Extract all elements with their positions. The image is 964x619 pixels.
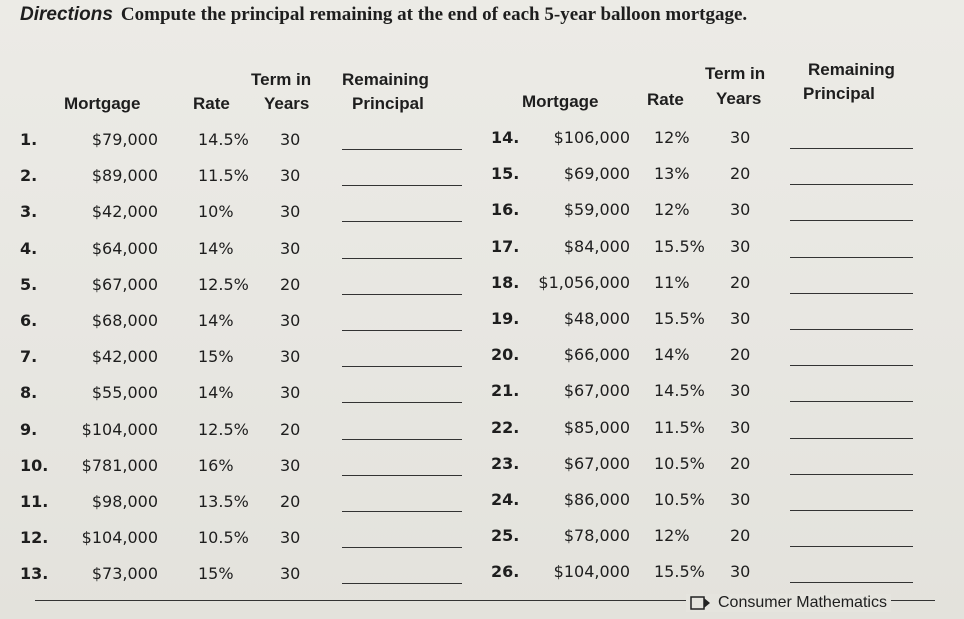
remaining-principal-blank[interactable]: [342, 366, 462, 367]
term-years: 30: [730, 417, 751, 437]
interest-rate: 15%: [198, 564, 234, 584]
mortgage-amount: $68,000: [91, 311, 158, 330]
row-number: 10.: [20, 455, 49, 475]
right-header-rate: Rate: [647, 90, 684, 109]
mortgage-amount: $78,000: [563, 526, 630, 546]
mortgage-amount: $67,000: [563, 453, 630, 473]
term-years: 20: [730, 453, 751, 473]
interest-rate: 14.5%: [198, 130, 249, 149]
interest-rate: 15.5%: [654, 236, 705, 256]
row-number: 15.: [491, 164, 520, 184]
left-header-term-line2: Years: [264, 94, 310, 113]
row-number: 25.: [491, 526, 520, 546]
interest-rate: 11%: [654, 272, 690, 292]
row-number: 5.: [20, 274, 38, 294]
remaining-principal-blank[interactable]: [790, 293, 913, 294]
mortgage-amount: $67,000: [91, 274, 158, 294]
remaining-principal-blank[interactable]: [342, 583, 462, 584]
right-header-remaining-line1: Remaining: [808, 60, 895, 79]
term-years: 30: [280, 130, 301, 149]
interest-rate: 14.5%: [654, 381, 705, 401]
mortgage-amount: $55,000: [91, 383, 158, 403]
interest-rate: 12%: [654, 128, 690, 147]
term-years: 30: [280, 528, 301, 548]
mortgage-amount: $59,000: [563, 200, 630, 220]
remaining-principal-blank[interactable]: [790, 365, 913, 366]
row-number: 24.: [491, 490, 520, 509]
book-icon: [690, 595, 712, 611]
row-number: 22.: [491, 417, 520, 437]
mortgage-amount: $86,000: [563, 490, 630, 509]
mortgage-amount: $42,000: [91, 347, 158, 367]
term-years: 30: [280, 311, 301, 330]
directions-text: Compute the principal remaining at the end of each 5-year balloon mortgage.: [120, 4, 748, 25]
mortgage-amount: $84,000: [563, 236, 630, 256]
row-number: 23.: [491, 453, 520, 473]
interest-rate: 14%: [198, 238, 234, 258]
term-years: 20: [730, 526, 751, 546]
term-years: 30: [730, 562, 751, 582]
interest-rate: 14%: [198, 383, 234, 403]
left-header-term-line1: Term in: [251, 70, 312, 89]
remaining-principal-blank[interactable]: [790, 401, 913, 402]
term-years: 30: [280, 455, 301, 475]
row-number: 7.: [20, 347, 38, 367]
remaining-principal-blank[interactable]: [342, 475, 462, 476]
interest-rate: 15.5%: [654, 309, 705, 328]
remaining-principal-blank[interactable]: [790, 257, 913, 258]
mortgage-amount: $104,000: [81, 419, 158, 439]
remaining-principal-blank[interactable]: [790, 220, 913, 221]
row-number: 20.: [491, 345, 520, 365]
interest-rate: 10.5%: [654, 490, 705, 509]
row-number: 13.: [20, 564, 49, 584]
row-number: 21.: [491, 381, 520, 401]
term-years: 30: [280, 166, 301, 186]
remaining-principal-blank[interactable]: [790, 329, 913, 330]
interest-rate: 12.5%: [198, 274, 249, 294]
row-number: 18.: [491, 272, 520, 292]
term-years: 30: [280, 383, 301, 403]
interest-rate: 15%: [198, 347, 234, 367]
interest-rate: 12.5%: [198, 419, 249, 439]
directions: [20, 4, 747, 26]
term-years: 20: [280, 419, 301, 439]
remaining-principal-blank[interactable]: [342, 258, 462, 259]
interest-rate: 10%: [198, 202, 234, 222]
term-years: 30: [730, 309, 751, 328]
interest-rate: 13%: [654, 164, 690, 184]
right-header-term-line1: Term in: [705, 64, 766, 83]
term-years: 20: [730, 345, 751, 365]
term-years: 20: [280, 492, 301, 511]
interest-rate: 10.5%: [198, 528, 249, 548]
remaining-principal-blank[interactable]: [790, 582, 913, 583]
term-years: 30: [280, 564, 301, 584]
footer-text: Consumer Mathematics: [718, 594, 887, 611]
left-header-remaining-line2: Principal: [352, 94, 424, 113]
mortgage-amount: $104,000: [81, 528, 158, 548]
mortgage-amount: $64,000: [91, 238, 158, 258]
mortgage-amount: $104,000: [553, 562, 630, 582]
row-number: 6.: [20, 311, 38, 330]
row-number: 11.: [20, 492, 49, 511]
interest-rate: 12%: [654, 200, 690, 220]
interest-rate: 13.5%: [198, 492, 249, 511]
remaining-principal-blank[interactable]: [790, 148, 913, 149]
left-header-rate: Rate: [193, 94, 230, 113]
term-years: 30: [730, 200, 751, 220]
row-number: 8.: [20, 383, 38, 403]
remaining-principal-blank[interactable]: [342, 185, 462, 186]
interest-rate: 14%: [198, 311, 234, 330]
remaining-principal-blank[interactable]: [790, 546, 913, 547]
remaining-principal-blank[interactable]: [342, 439, 462, 440]
mortgage-amount: $73,000: [91, 564, 158, 584]
mortgage-amount: $98,000: [91, 492, 158, 511]
row-number: 14.: [491, 128, 520, 147]
term-years: 20: [280, 274, 301, 294]
term-years: 30: [280, 202, 301, 222]
remaining-principal-blank[interactable]: [342, 402, 462, 403]
row-number: 16.: [491, 200, 520, 220]
footer: [686, 594, 891, 612]
row-number: 2.: [20, 166, 38, 186]
remaining-principal-blank[interactable]: [790, 438, 913, 439]
term-years: 30: [280, 347, 301, 367]
interest-rate: 14%: [654, 345, 690, 365]
left-header-remaining-line1: Remaining: [342, 70, 429, 89]
interest-rate: 15.5%: [654, 562, 705, 582]
term-years: 30: [730, 236, 751, 256]
mortgage-amount: $1,056,000: [538, 272, 630, 292]
remaining-principal-blank[interactable]: [342, 149, 462, 150]
mortgage-amount: $106,000: [553, 128, 630, 147]
mortgage-amount: $48,000: [563, 309, 630, 328]
row-number: 9.: [20, 419, 38, 439]
row-number: 17.: [491, 236, 520, 256]
left-header-mortgage: Mortgage: [64, 94, 141, 113]
mortgage-amount: $79,000: [91, 130, 158, 149]
term-years: 20: [730, 164, 751, 184]
row-number: 12.: [20, 528, 49, 548]
row-number: 19.: [491, 309, 520, 328]
row-number: 1.: [20, 130, 38, 149]
remaining-principal-blank[interactable]: [790, 474, 913, 475]
term-years: 30: [730, 381, 751, 401]
remaining-principal-blank[interactable]: [790, 184, 913, 185]
remaining-principal-blank[interactable]: [342, 221, 462, 222]
remaining-principal-blank[interactable]: [790, 510, 913, 511]
interest-rate: 10.5%: [654, 453, 705, 473]
mortgage-amount: $85,000: [563, 417, 630, 437]
mortgage-amount: $781,000: [81, 455, 158, 475]
term-years: 30: [730, 128, 751, 147]
row-number: 4.: [20, 238, 38, 258]
mortgage-amount: $67,000: [563, 381, 630, 401]
mortgage-amount: $66,000: [563, 345, 630, 365]
remaining-principal-blank[interactable]: [342, 511, 462, 512]
term-years: 30: [730, 490, 751, 509]
remaining-principal-blank[interactable]: [342, 330, 462, 331]
mortgage-amount: $42,000: [91, 202, 158, 222]
term-years: 30: [280, 238, 301, 258]
right-header-term-line2: Years: [716, 89, 762, 108]
mortgage-amount: $89,000: [91, 166, 158, 186]
interest-rate: 16%: [198, 455, 234, 475]
row-number: 3.: [20, 202, 38, 222]
interest-rate: 11.5%: [654, 417, 705, 437]
directions-label: Directions: [20, 4, 113, 25]
remaining-principal-blank[interactable]: [342, 294, 462, 295]
interest-rate: 11.5%: [198, 166, 249, 186]
right-header-remaining-line2: Principal: [803, 84, 875, 103]
interest-rate: 12%: [654, 526, 690, 546]
term-years: 20: [730, 272, 751, 292]
right-header-mortgage: Mortgage: [522, 92, 599, 111]
remaining-principal-blank[interactable]: [342, 547, 462, 548]
mortgage-amount: $69,000: [563, 164, 630, 184]
row-number: 26.: [491, 562, 520, 582]
